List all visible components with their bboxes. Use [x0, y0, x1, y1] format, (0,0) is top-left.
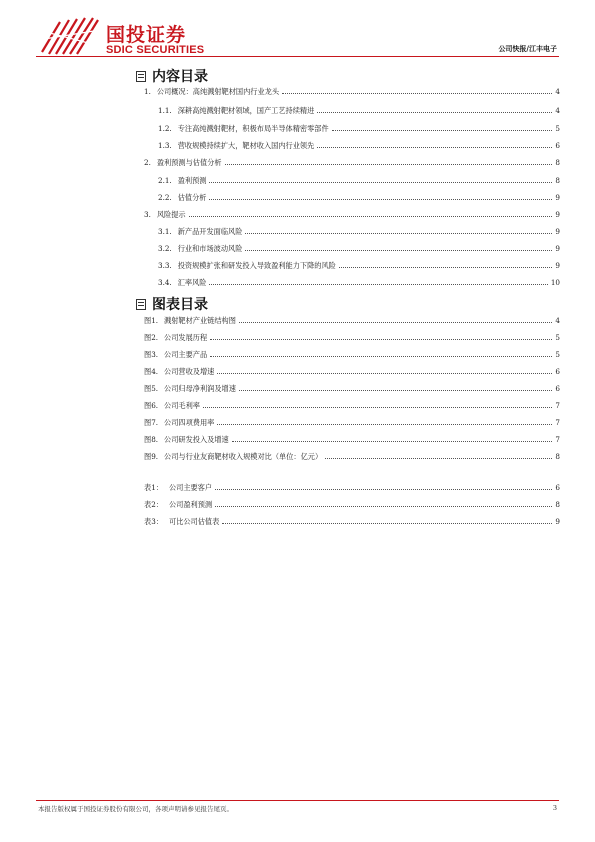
table-label: 可比公司估值表 — [168, 517, 220, 526]
toc-entry-label: 新产品开发面临风险 — [177, 227, 243, 236]
figure-page: 7 — [555, 435, 560, 444]
figure-entry[interactable] — [144, 330, 560, 342]
toc-entry-label: 风险提示 — [156, 210, 186, 219]
toc-entry-label: 投资规模扩张和研发投入导致盈利能力下降的风险 — [177, 261, 336, 270]
leader-dots — [317, 147, 552, 148]
figure-label: 公司营收及增速 — [164, 367, 215, 376]
figure-page: 5 — [555, 333, 560, 342]
figure-label: 溅射靶材产业链结构图 — [164, 316, 236, 325]
toc-entry-number: 3. — [144, 210, 151, 219]
figure-label: 公司发展历程 — [164, 333, 208, 342]
toc-entry-page: 10 — [550, 278, 560, 287]
toc-entry-label: 行业和市场波动风险 — [177, 244, 243, 253]
footer-divider — [36, 800, 559, 801]
figure-page: 7 — [555, 401, 560, 410]
footer-disclaimer: 本报告版权属于国投证券股份有限公司，各项声明请参见报告尾页。 — [38, 805, 233, 813]
logo-text-cn: 国投证券 — [106, 24, 187, 46]
leader-dots — [217, 424, 552, 425]
toc-entry-page: 9 — [555, 244, 560, 253]
figure-entry[interactable] — [144, 313, 560, 325]
figure-number: 图6. — [144, 401, 159, 410]
figure-label: 公司与行业友商靶材收入规模对比（单位：亿元） — [164, 452, 323, 461]
leader-dots — [209, 182, 552, 183]
table-number: 表1： — [144, 483, 163, 492]
figure-number: 图9. — [144, 452, 159, 461]
toc-entry-page: 4 — [555, 106, 560, 115]
figure-entry[interactable] — [144, 381, 560, 393]
toc-entry-number: 1.1. — [158, 106, 172, 115]
toc-entry[interactable] — [158, 258, 560, 270]
table-number: 表2： — [144, 500, 163, 509]
toc-entry-label: 营收规模持续扩大，靶材收入国内行业领先 — [177, 141, 315, 150]
toc-entry[interactable] — [158, 224, 560, 236]
toc-entry-number: 1.2. — [158, 124, 172, 133]
figure-entry[interactable] — [144, 364, 560, 376]
toc-entry-label: 深耕高纯溅射靶材领域，国产工艺持续精进 — [177, 106, 315, 115]
figure-number: 图8. — [144, 435, 159, 444]
toc-entry-number: 1. — [144, 87, 151, 96]
logo-stripes-icon — [38, 16, 100, 56]
toc-entry-number: 3.2. — [158, 244, 172, 253]
leader-dots — [239, 390, 552, 391]
toc-entry-page: 9 — [555, 227, 560, 236]
leader-dots — [222, 523, 552, 524]
figure-label: 公司主要产品 — [164, 350, 208, 359]
table-label: 公司主要客户 — [168, 483, 213, 492]
leader-dots — [225, 164, 553, 165]
figure-page: 4 — [555, 316, 560, 325]
figure-entry[interactable] — [144, 415, 560, 427]
header-divider — [36, 56, 559, 57]
table-label: 公司盈利预测 — [168, 500, 213, 509]
table-page: 6 — [555, 483, 560, 492]
leader-dots — [210, 339, 552, 340]
leader-dots — [332, 130, 553, 131]
page-number: 3 — [552, 804, 557, 812]
leader-dots — [209, 284, 547, 285]
toc-entry-label: 盈利预测 — [177, 176, 207, 185]
leader-dots — [217, 373, 552, 374]
toc-entry-page: 5 — [555, 124, 560, 133]
figure-number: 图3. — [144, 350, 159, 359]
table-page: 8 — [555, 500, 560, 509]
figures-heading — [136, 294, 208, 314]
figure-number: 图4. — [144, 367, 159, 376]
figure-page: 7 — [555, 418, 560, 427]
toc-entry-number: 3.1. — [158, 227, 172, 236]
figure-label: 公司研发投入及增速 — [164, 435, 229, 444]
logo — [38, 14, 208, 60]
leader-dots — [245, 233, 552, 234]
toc-entry-label: 专注高纯溅射靶材，积极布局半导体精密零部件 — [177, 124, 329, 133]
figure-entry[interactable] — [144, 449, 560, 461]
toc-entry-number: 2.2. — [158, 193, 172, 202]
table-page: 9 — [555, 517, 560, 526]
leader-dots — [215, 506, 552, 507]
figure-page: 6 — [555, 367, 560, 376]
toc-entry-page: 4 — [555, 87, 560, 96]
leader-dots — [239, 322, 552, 323]
leader-dots — [203, 407, 552, 408]
contents-heading — [136, 66, 208, 86]
toc-entry[interactable] — [158, 190, 560, 202]
figure-page: 6 — [555, 384, 560, 393]
leader-dots — [245, 250, 552, 251]
table-entry[interactable] — [144, 480, 560, 492]
toc-entry-page: 9 — [555, 193, 560, 202]
toc-entry-number: 3.3. — [158, 261, 172, 270]
toc-entry-page: 8 — [555, 176, 560, 185]
leader-dots — [325, 458, 552, 459]
leader-dots — [209, 199, 552, 200]
figure-entry[interactable] — [144, 398, 560, 410]
toc-entry[interactable] — [158, 275, 560, 287]
figure-label: 公司归母净利润及增速 — [164, 384, 236, 393]
figure-entry[interactable] — [144, 432, 560, 444]
figure-page: 5 — [555, 350, 560, 359]
report-tag: 公司快报/江丰电子 — [498, 44, 557, 53]
toc-entry[interactable] — [144, 207, 560, 219]
toc-entry-number: 2.1. — [158, 176, 172, 185]
toc-entry[interactable] — [158, 138, 560, 150]
toc-entry[interactable] — [144, 155, 560, 167]
toc-entry-label: 盈利预测与估值分析 — [156, 158, 222, 167]
figures-title: 图表目录 — [152, 297, 208, 313]
table-number: 表3： — [144, 517, 163, 526]
table-entry[interactable] — [144, 497, 560, 509]
logo-text-en: SDIC SECURITIES — [106, 44, 205, 56]
leader-dots — [215, 489, 552, 490]
leader-dots — [339, 267, 553, 268]
toc-entry-page: 6 — [555, 141, 560, 150]
toc-entry-number: 3.4. — [158, 278, 172, 287]
list-icon — [136, 71, 146, 82]
figure-page: 8 — [555, 452, 560, 461]
leader-dots — [189, 216, 553, 217]
toc-entry[interactable] — [158, 241, 560, 253]
table-entry[interactable] — [144, 514, 560, 526]
toc-entry[interactable] — [158, 121, 560, 133]
leader-dots — [282, 93, 552, 94]
figure-number: 图1. — [144, 316, 159, 325]
toc-entry-label: 公司概况：高纯溅射靶材国内行业龙头 — [156, 87, 280, 96]
leader-dots — [317, 112, 552, 113]
contents-title: 内容目录 — [152, 69, 208, 85]
toc-entry[interactable] — [158, 173, 560, 185]
figure-entry[interactable] — [144, 347, 560, 359]
toc-entry-label: 估值分析 — [177, 193, 207, 202]
figure-number: 图2. — [144, 333, 159, 342]
list-icon — [136, 299, 146, 310]
figure-number: 图5. — [144, 384, 159, 393]
toc-entry-page: 9 — [555, 261, 560, 270]
leader-dots — [232, 441, 553, 442]
toc-entry[interactable] — [144, 84, 560, 96]
figure-label: 公司四项费用率 — [164, 418, 215, 427]
figure-number: 图7. — [144, 418, 159, 427]
toc-entry-number: 2. — [144, 158, 151, 167]
toc-entry[interactable] — [158, 103, 560, 115]
toc-entry-number: 1.3. — [158, 141, 172, 150]
toc-entry-label: 汇率风险 — [177, 278, 207, 287]
toc-entry-page: 9 — [555, 210, 560, 219]
figure-label: 公司毛利率 — [164, 401, 200, 410]
toc-entry-page: 8 — [555, 158, 560, 167]
leader-dots — [210, 356, 552, 357]
